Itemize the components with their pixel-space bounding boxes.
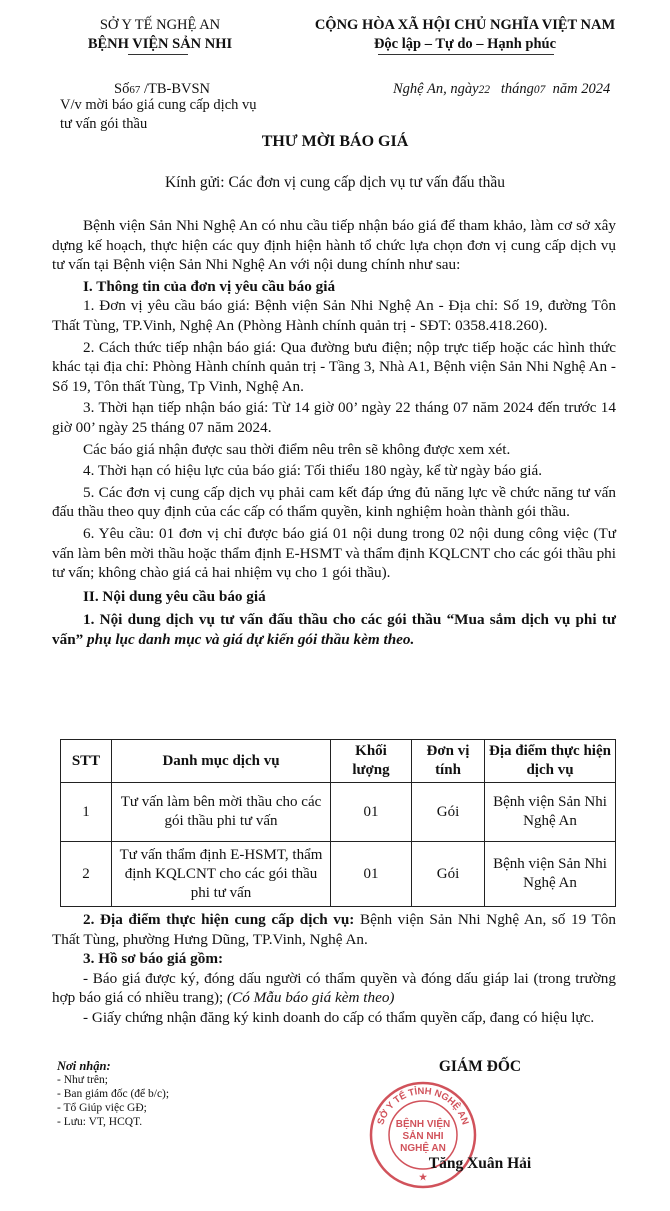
section-1-item-5: 5. Các đơn vị cung cấp dịch vụ phải cam kết đáp ứng đủ năng lực về chức năng tư vấn đấu thầu theo quy định của các cấp có thẩm quyền, kinh nghiệm hoàn thành gói thầu. (52, 483, 616, 521)
section-1-item-3: 3. Thời hạn tiếp nhận báo giá: Từ 14 giờ 00’ ngày 22 tháng 07 năm 2024 đến trước 14 giờ 00’ ngày 25 tháng 07 năm 2024. (52, 399, 616, 436)
section-2-item-3-a-italic: (Có Mẫu báo giá kèm theo) (223, 989, 395, 1007)
official-seal (368, 1080, 478, 1190)
document-title: THƯ MỜI BÁO GIÁ (261, 133, 409, 150)
number-value: 67 (129, 84, 141, 96)
subject-line-2: tư vấn gói thầu (60, 116, 148, 132)
cell-stt: 1 (61, 783, 112, 842)
section-2-item-3-a (52, 969, 616, 1008)
seal-line-3: NGHỆ AN (400, 1143, 446, 1154)
seal-star-icon: ★ (418, 1172, 428, 1182)
national-header (285, 16, 645, 54)
seal-line-1: BỆNH VIỆN (395, 1119, 451, 1130)
section-2-item-2-text: Bệnh viện Sản Nhi Nghệ An, số 19 Tôn Thất Tùng, phường Hưng Dũng, TP.Vinh, Nghệ An. (52, 911, 616, 948)
recipient-item: - Ban giám đốc (để b/c); (57, 1088, 170, 1100)
header-quantity: Khối lượng (331, 740, 412, 783)
motto-underline (378, 54, 554, 55)
date-day: 22 (478, 84, 491, 96)
recipient-item: - Như trên; (57, 1074, 108, 1086)
services-table (60, 739, 616, 907)
table-row (61, 783, 616, 842)
section-2-heading: II. Nội dung yêu cầu báo giá (83, 587, 266, 605)
recipient-item: - Lưu: VT, HCQT. (57, 1116, 143, 1128)
section-2-item-3-a-text: - Báo giá được ký, đóng dấu người có thẩm quyền và đóng dấu giáp lai (trong trường hợp báo giá có nhiều trang); (52, 969, 616, 1007)
cell-service: Tư vấn thẩm định E-HSMT, thẩm định KQLCNT cho các gói thầu phi tư vấn (112, 842, 331, 907)
cell-unit: Gói (412, 783, 485, 842)
cell-quantity: 01 (331, 842, 412, 907)
section-2-item-2-bold: 2. Địa điểm thực hiện cung cấp dịch vụ: (83, 911, 355, 928)
cell-place: Bệnh viện Sản Nhi Nghệ An (485, 842, 616, 907)
agency-name: SỞ Y TẾ NGHỆ AN (99, 17, 221, 33)
header-service: Danh mục dịch vụ (112, 740, 331, 783)
hospital-name-underline (128, 54, 188, 55)
seal-ring-text: SỞ Y TẾ TỈNH NGHỆ AN (375, 1085, 471, 1127)
section-1-item-2: 2. Cách thức tiếp nhận báo giá: Qua đường bưu điện; nộp trực tiếp hoặc các hình thức khác tại địa chỉ: Phòng Hành chính quản trị - Tầng 3, Nhà A1, Bệnh viện Sản Nhi Nghệ An - Số 19, Tôn thất Tùng, Tp Vinh, Nghệ An. (52, 338, 616, 395)
body-section-2 (52, 910, 616, 1028)
intro-paragraph: Bệnh viện Sản Nhi Nghệ An có nhu cầu tiếp nhận báo giá để tham khảo, làm cơ sở xây dựng kế hoạch, thực hiện các quy định hiện hành tổ chức lựa chọn đơn vị cung cấp dịch vụ tư vấn tại Bệnh viện Sản Nhi Nghệ An với nội dung chính như sau: (52, 217, 616, 274)
document-date (393, 80, 610, 100)
cell-quantity: 01 (331, 783, 412, 842)
cell-service: Tư vấn làm bên mời thầu cho các gói thầu phi tư vấn (112, 783, 331, 842)
subject-line-1: V/v mời báo giá cung cấp dịch vụ (60, 97, 257, 113)
signer-role: GIÁM ĐỐC (438, 1058, 522, 1075)
recipients-block (57, 1059, 277, 1129)
section-1-heading: I. Thông tin của đơn vị yêu cầu báo giá (83, 277, 336, 295)
cell-unit: Gói (412, 842, 485, 907)
header-place: Địa điểm thực hiện dịch vụ (485, 740, 616, 783)
header-stt: STT (61, 740, 112, 783)
section-2-item-1 (52, 610, 616, 649)
seal-line-2: SẢN NHI (402, 1131, 444, 1142)
section-1-item-6: 6. Yêu cầu: 01 đơn vị chỉ được báo giá 01 nội dung trong 02 nội dung công việc (Tư vấn làm bên mời thầu hoặc thẩm định E-HSMT và thẩm định KQLCNT cho các gói thầu phi tư vấn; không chào giá cả hai nhiệm vụ cho 1 gói thầu). (52, 524, 616, 582)
date-month: 07 (533, 84, 546, 96)
section-2-item-2 (52, 910, 616, 949)
national-motto: CỘNG HÒA XÃ HỘI CHỦ NGHĨA VIỆT NAM (314, 17, 616, 33)
cell-place: Bệnh viện Sản Nhi Nghệ An (485, 783, 616, 842)
table-row (61, 842, 616, 907)
recipients-title: Nơi nhận: (57, 1059, 111, 1073)
table-header-row (61, 740, 616, 783)
section-2-item-3-b: - Giấy chứng nhận đăng ký kinh doanh do cấp có thẩm quyền cấp, đang có hiệu lực. (83, 1008, 595, 1026)
national-subtitle: Độc lập – Tự do – Hạnh phúc (373, 36, 557, 52)
section-2-item-3-heading: 3. Hồ sơ báo giá gồm: (83, 950, 224, 968)
signer-name: Tăng Xuân Hải (428, 1155, 532, 1172)
section-1-item-3-note: Các báo giá nhận được sau thời điểm nêu trên sẽ không được xem xét. (83, 440, 511, 458)
header-unit: Đơn vị tính (412, 740, 485, 783)
agency-block (60, 16, 260, 54)
hospital-name: BỆNH VIỆN SẢN NHI (87, 36, 233, 52)
number-suffix: /TB-BVSN (143, 81, 211, 97)
recipient-item: - Tổ Giúp việc GĐ; (57, 1102, 147, 1114)
cell-stt: 2 (61, 842, 112, 907)
date-prefix: Nghệ An, ngày (393, 81, 479, 97)
document-subject (60, 96, 257, 134)
number-label: Số (114, 81, 130, 97)
recipient-line: Kính gửi: Các đơn vị cung cấp dịch vụ tư vấn đấu thầu (164, 174, 506, 191)
section-1-item-4: 4. Thời hạn có hiệu lực của báo giá: Tối thiểu 180 ngày, kể từ ngày báo giá. (83, 462, 543, 480)
body-section-1 (52, 208, 616, 649)
section-1-item-1: 1. Đơn vị yêu cầu báo giá: Bệnh viện Sản Nhi Nghệ An - Địa chỉ: Số 19, đường Tôn Thất Tùng, TP.Vinh, Nghệ An (Phòng Hành chính quản trị - SĐT: 0358.418.260). (52, 297, 616, 334)
section-2-item-1-bold: 1. Nội dung dịch vụ tư vấn đấu thầu cho các gói thầu “Mua sắm dịch vụ phi tư vấn” (52, 611, 616, 648)
section-2-item-1-italic: phụ lục danh mục và giá dự kiến gói thầu kèm theo. (83, 630, 415, 648)
date-year: năm 2024 (552, 81, 611, 97)
date-month-label: tháng (500, 81, 534, 97)
